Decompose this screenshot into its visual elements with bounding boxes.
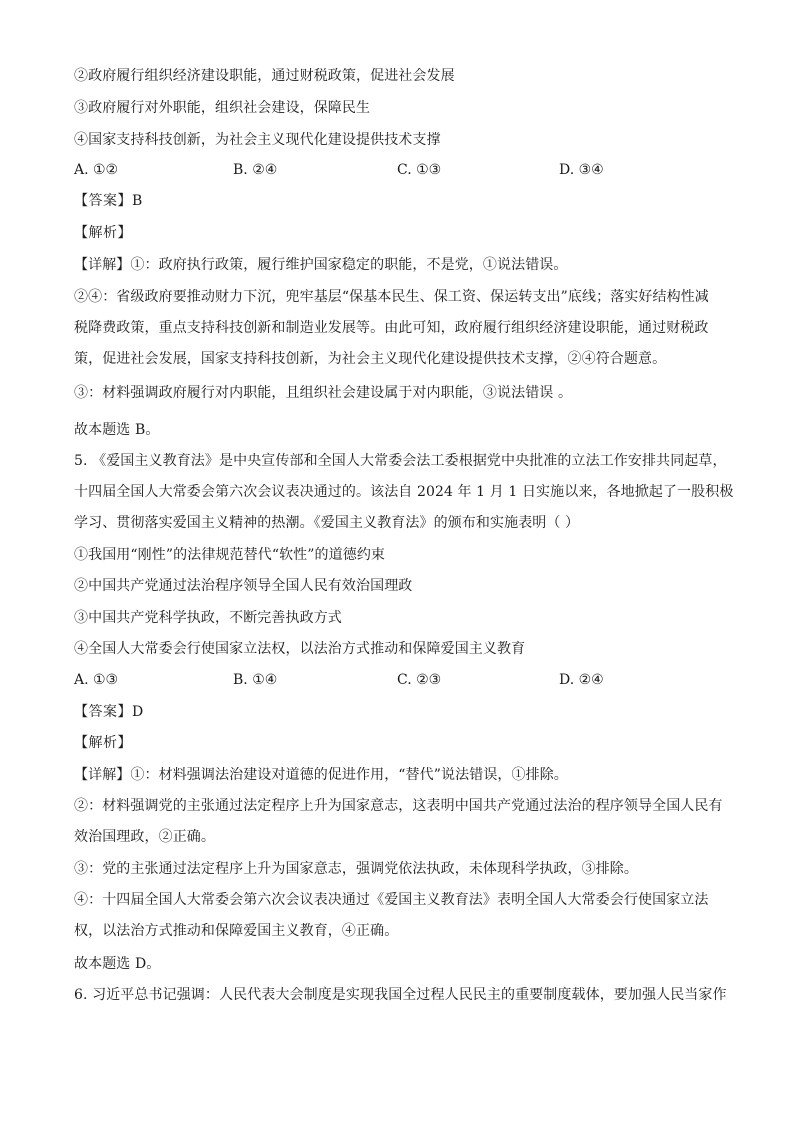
q5-detail-line: ④：十四届全国人大常委会第六次会议表决通过《爱国主义教育法》表明全国人大常委会行使国家立法 bbox=[74, 892, 709, 908]
q4-option-c: C. ①③ bbox=[397, 162, 442, 178]
q5-stem-line: 十四届全国人大常委会第六次会议表决通过的。该法自 2024 年 1 月 1 日实施以来，各地掀起了一股积极 bbox=[74, 484, 734, 500]
q5-statement-3: ③中国共产党科学执政，不断完善执政方式 bbox=[74, 610, 342, 626]
q4-statement-3: ③政府履行对外职能，组织社会建设，保障民生 bbox=[74, 100, 371, 116]
q5-detail-line: 【详解】①：材料强调法治建设对道德的促进作用，“替代”说法错误，①排除。 bbox=[74, 767, 568, 783]
q5-options bbox=[74, 671, 734, 689]
q5-answer: 【答案】D bbox=[74, 704, 144, 720]
q5-conclusion: 故本题选 D。 bbox=[74, 956, 161, 972]
q5-statement-1: ①我国用“刚性”的法律规范替代“软性”的道德约束 bbox=[74, 547, 386, 563]
q4-options bbox=[74, 161, 734, 179]
q4-option-a: A. ①② bbox=[74, 162, 119, 178]
q5-stem-line: 学习、贯彻落实爱国主义精神的热潮。《爱国主义教育法》的颁布和实施表明（ ） bbox=[74, 515, 580, 531]
q5-option-c: C. ②③ bbox=[397, 672, 442, 688]
q5-statement-2: ②中国共产党通过法治程序领导全国人民有效治国理政 bbox=[74, 578, 413, 594]
q4-statement-2: ②政府履行组织经济建设职能，通过财税政策，促进社会发展 bbox=[74, 68, 455, 84]
q5-detail-line: ②：材料强调党的主张通过法定程序上升为国家意志，这表明中国共产党通过法治的程序领导全国人民有 bbox=[74, 798, 723, 814]
q4-answer: 【答案】B bbox=[74, 193, 143, 209]
q4-analysis-label: 【解析】 bbox=[74, 225, 132, 241]
q5-detail-line: ③：党的主张通过法定程序上升为国家意志，强调党依法执政，未体现科学执政，③排除。 bbox=[74, 861, 638, 877]
q5-option-a: A. ①③ bbox=[74, 672, 119, 688]
q4-option-b: B. ②④ bbox=[233, 162, 278, 178]
q5-statement-4: ④全国人大常委会行使国家立法权，以法治方式推动和保障爱国主义教育 bbox=[74, 641, 526, 657]
q4-conclusion: 故本题选 B。 bbox=[74, 422, 160, 438]
q4-detail-line: 策，促进社会发展，国家支持科技创新，为社会主义现代化建设提供技术支撑，②④符合题意。 bbox=[74, 351, 667, 367]
q5-analysis-label: 【解析】 bbox=[74, 735, 132, 751]
q4-option-d: D. ③④ bbox=[559, 162, 604, 178]
q5-option-d: D. ②④ bbox=[559, 672, 604, 688]
q4-statement-4: ④国家支持科技创新，为社会主义现代化建设提供技术支撑 bbox=[74, 132, 441, 148]
q5-detail-line: 权，以法治方式推动和保障爱国主义教育，④正确。 bbox=[74, 923, 399, 939]
q5-stem-line: 5. 《爱国主义教育法》是中央宣传部和全国人大常委会法工委根据党中央批准的立法工作安排共同起草， bbox=[74, 453, 727, 469]
q4-detail-line: ②④：省级政府要推动财力下沉，兜牢基层“保基本民生、保工资、保运转支出”底线；落实好结构性减 bbox=[74, 289, 709, 305]
q6-stem-line: 6. 习近平总书记强调：人民代表大会制度是实现我国全过程人民民主的重要制度载体，要加强人民当家作 bbox=[74, 987, 727, 1003]
q5-detail-line: 效治国理政，②正确。 bbox=[74, 829, 215, 845]
q4-detail-line: 税降费政策，重点支持科技创新和制造业发展等。由此可知，政府履行组织经济建设职能，通过财税政 bbox=[74, 320, 709, 336]
q5-option-b: B. ①④ bbox=[233, 672, 278, 688]
q4-detail-line: 【详解】①：政府执行政策，履行维护国家稳定的职能，不是党，①说法错误。 bbox=[74, 257, 568, 273]
q4-detail-line: ③：材料强调政府履行对内职能，且组织社会建设属于对内职能，③说法错误 。 bbox=[74, 385, 573, 401]
